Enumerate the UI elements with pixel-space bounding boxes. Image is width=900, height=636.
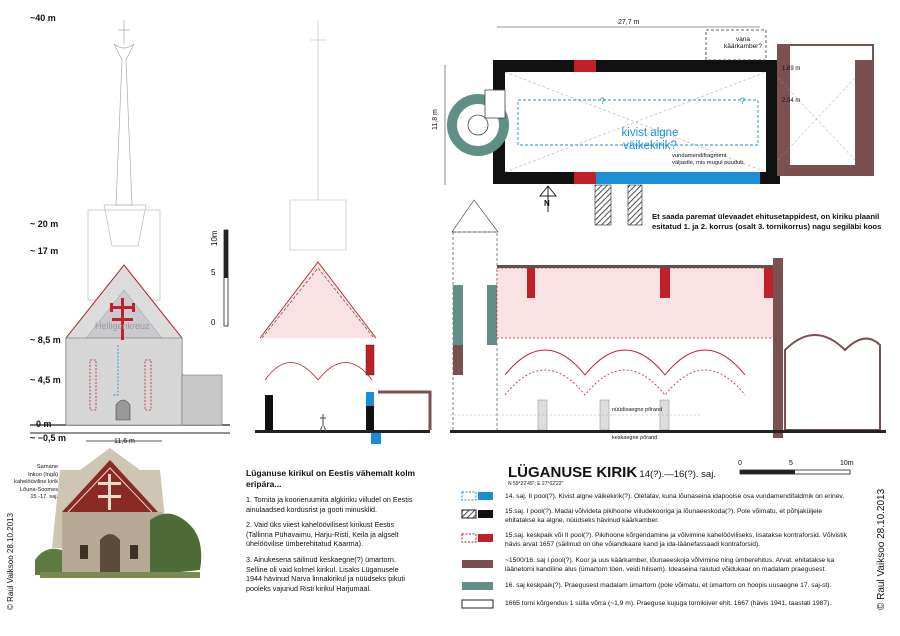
front-width: 11,6 m	[114, 438, 135, 445]
scale-label: 5	[211, 268, 216, 277]
scale-label: 0	[211, 318, 216, 327]
feature-item: 1. Tornita ja koorieruumita algkiriku viiludel on Eestis ainulaadsed kordusrist ja gooti minusklid.	[246, 495, 413, 514]
legend-swatches	[462, 492, 493, 608]
legend-item: 1665 torni kõrgendus 1 sülla võrra (~1,9 m). Praeguse kujuga tornikiiver ehit. 1667 (hävis 1941, taastati 1987).	[505, 600, 832, 607]
legend-item: 16. saj keskpaik(?). Praegusest madalam ümartorn (pole võimatu, et ümartorn on hoopis uusaegne 17. saj-st).	[505, 582, 832, 589]
coordinates: N 59°22'45"; E 27°02'22"	[508, 481, 564, 487]
north-label: N	[544, 199, 550, 208]
level-label: ~ 20 m	[30, 219, 59, 229]
feature-item: 3. Ainukesena säilinud keskaegne(?) ümartorn. Selline oli vaid kolmel kirikul. Lisaks Lüganusele 1944 hävinud Narva linnakirikul ja nüüdseks pikuti pooleks vajunud Risti kirikul Harjumaal.	[246, 555, 406, 594]
feature-item: 2. Vaid üks viiest kahelöövilisest kirikust Eestis (Tallinna Pühavaimu, Harju-Risti, Keila ja algselt ühelöövilise ümberehitatud Kaarma).	[246, 520, 399, 549]
plan-question-mark: ?	[600, 96, 606, 106]
photo-caption: Sarnane Inkoo (Ingå) kahelööviline kirik Lõuna-Soomes 15.-17. saj.	[14, 464, 58, 501]
level-label: ~ 17 m	[30, 246, 59, 256]
floor-plan	[445, 27, 873, 225]
cross-section	[255, 20, 430, 444]
page-title: LÜGANUSE KIRIK 14(?).—16(?). saj.	[508, 464, 716, 481]
longitudinal-section	[450, 200, 886, 438]
plan-dim: 1,89 m	[782, 66, 801, 72]
legend-item: ~1500/16. saj I pool(?). Koor ja uus käärkamber, lõunaeeskoja võlvimine ning ümberehitus. Arvat. ehitatakse ka läänetorni kandiline alus (ümartorn töen. veidi hilisem). Ideaseina raiutud võidukaar on madalam praegusest.	[505, 557, 835, 573]
level-label: 0 m	[36, 419, 52, 429]
plan-depth: 11,8 m	[432, 109, 439, 130]
floor-label: keskaegne põrand	[612, 435, 658, 441]
scale-label: 5	[789, 460, 793, 467]
plan-dim: 2,04 m	[782, 98, 801, 104]
foundation-note: vundamendifragment väljastle, mis mugul puudub	[672, 153, 744, 166]
old-sacristy-label: vana käärkamber?	[724, 36, 762, 51]
level-label: ~40 m	[30, 13, 56, 23]
scale-label: 10m	[210, 230, 219, 246]
legend-item: 15.saj. I pool(?). Madal võlvideta pikihoone viiludekooriga ja lõunaeeskoda(?). Pole võimatu, et põhjaküljele ehitatakse ka algne, nüüdseks hävinud käärkamber.	[505, 508, 823, 524]
facade-inscription: Heiligenkreuz	[95, 321, 150, 331]
scale-label: 10m	[840, 460, 854, 467]
scale-label: 0	[738, 460, 742, 467]
level-label: ~ 8,5 m	[30, 335, 61, 345]
plan-width: 27,7 m	[618, 19, 640, 26]
plan-caption: Et saada paremat ülevaadet ehitusetappidest, on kiriku plaanil esitatud 1. ja 2. korrus (osalt 3. tornikorrus) nagu segiläbi koos	[652, 212, 882, 232]
legend-item: 15.saj. keskpaik või II pool(?). Pikihoone kõrgendamine ja võlvimine kahelööviliseks, lisatakse kontraforsid. Võlvistik hävis arvat 1657 (säilinud on ühe võiandkaare kand ja ida-läänefassaadi kontraforsid).	[505, 532, 847, 548]
plan-question-mark: ?	[740, 96, 746, 106]
inkoo-church-photo	[35, 448, 201, 578]
plan-question: kivist algne väikekirik?	[621, 127, 679, 153]
horizontal-scale-bar	[740, 470, 850, 474]
features-title: Lüganuse kirikul on Eestis vähemalt kolm eripära...	[246, 468, 416, 490]
legend-item: 14. saj. II pool(?). Kivist algne väikekirik(?). Oletatav, kuna lõunaseina idapoolse osa vundamendifaldmik on erinev.	[505, 493, 845, 500]
level-label: ~ 4,5 m	[30, 375, 61, 385]
floor-label: nüüdisaegne põrand	[612, 407, 663, 413]
credit-left: © Raul Vaiksoo 28.10.2013	[6, 513, 15, 610]
credit-right: © Raul Vaiksoo 28.10.2013	[876, 488, 887, 610]
vertical-scale-bar	[224, 230, 228, 326]
level-label: ~ −0,5 m	[30, 433, 67, 443]
